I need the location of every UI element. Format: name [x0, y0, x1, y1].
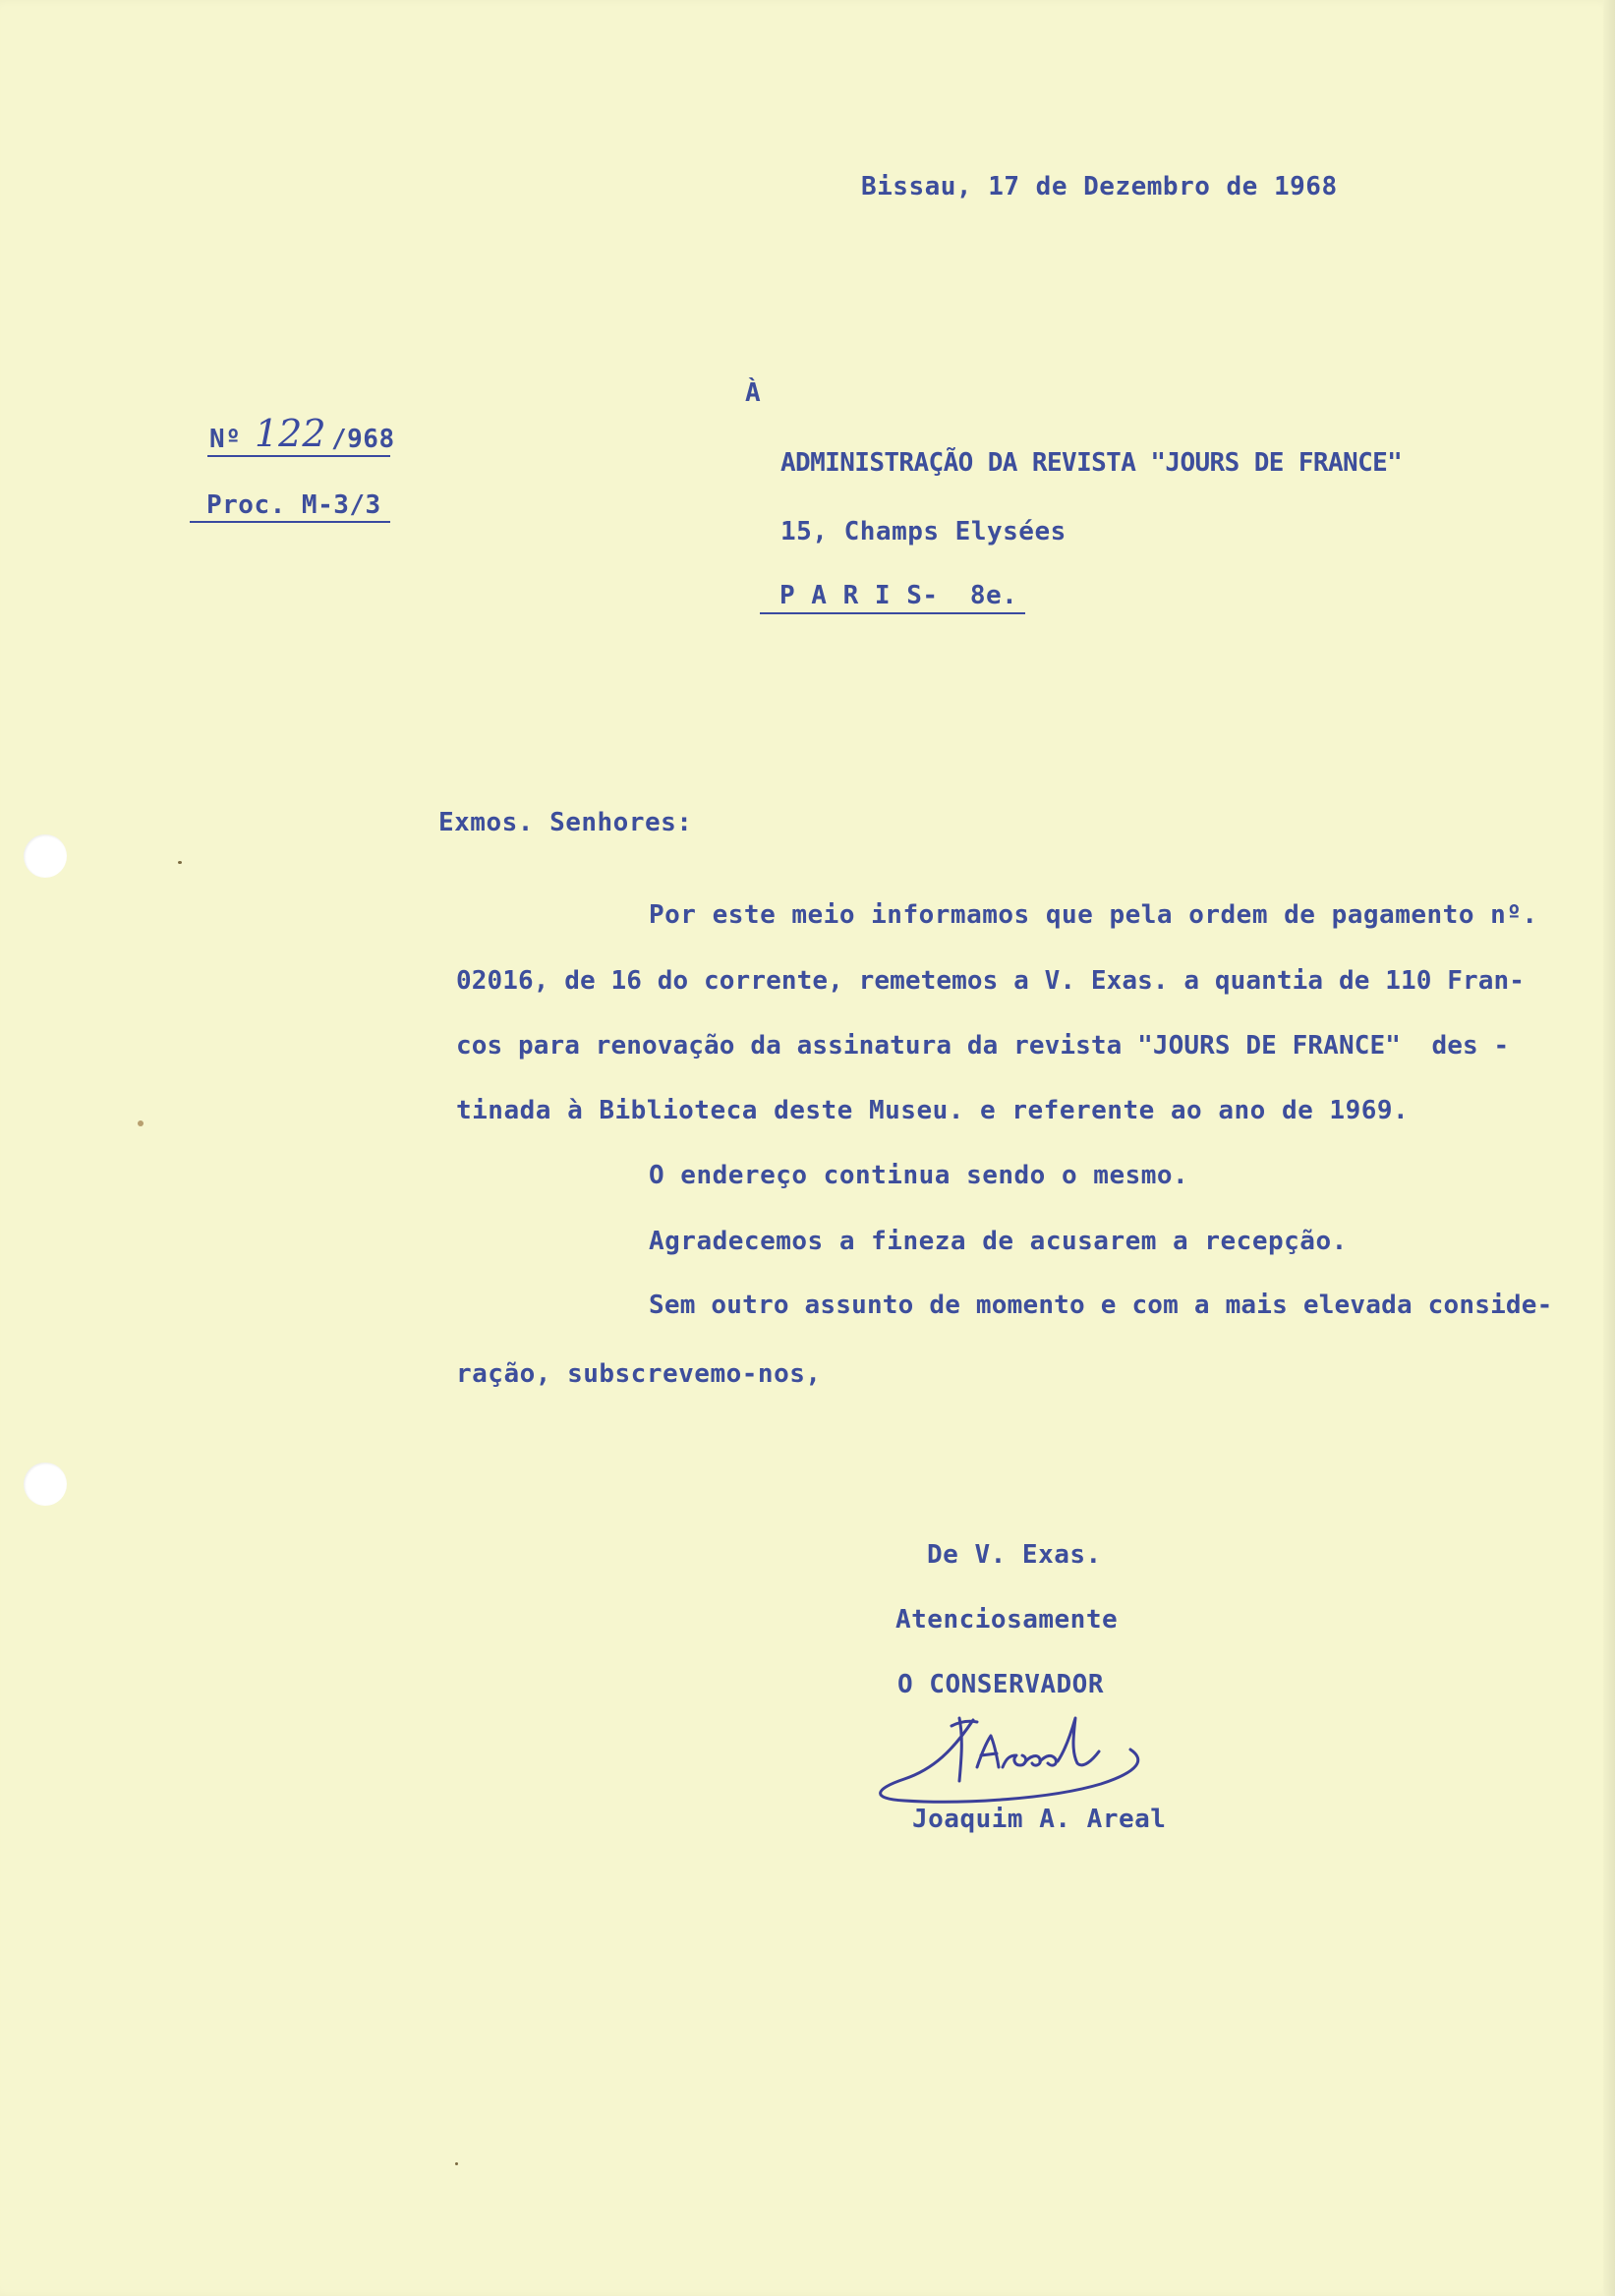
greeting: Exmos. Senhores: — [438, 808, 693, 837]
body-line-3: cos para renovação da assinatura da revista "JOURS DE FRANCE" des - — [456, 1031, 1510, 1061]
paper-speck — [455, 2162, 458, 2165]
body-line-6: Agradecemos a fineza de acusarem a recepção. — [649, 1227, 1348, 1256]
closing-line-2: Atenciosamente — [895, 1605, 1119, 1635]
reference-number — [209, 412, 395, 460]
recipient-street: 15, Champs Elysées — [780, 517, 1067, 546]
paper-speck — [138, 1120, 144, 1126]
recipient-city-underline — [760, 612, 1025, 614]
body-line-4: tinada à Biblioteca deste Museu. e referente ao ano de 1969. — [456, 1096, 1410, 1125]
body-line-1: Por este meio informamos que pela ordem de pagamento nº. — [649, 900, 1538, 930]
date-line: Bissau, 17 de Dezembro de 1968 — [861, 172, 1338, 201]
punch-hole-top — [24, 834, 67, 878]
body-line-8: ração, subscrevemo-nos, — [456, 1359, 822, 1389]
recipient-to: À — [745, 378, 762, 408]
body-line-7: Sem outro assunto de momento e com a mais elevada conside- — [649, 1291, 1553, 1320]
signature — [865, 1691, 1160, 1808]
recipient-city: P A R I S- 8e. — [779, 581, 1018, 610]
paper-speck — [178, 861, 182, 864]
body-line-2: 02016, de 16 do corrente, remetemos a V. Exas. a quantia de 110 Fran- — [456, 966, 1525, 996]
closing-title: O CONSERVADOR — [897, 1670, 1104, 1699]
reference-number-handwritten: 122 — [255, 412, 326, 455]
reference-number-underline — [207, 455, 390, 457]
recipient-name: ADMINISTRAÇÃO DA REVISTA "JOURS DE FRANCE" — [780, 448, 1403, 478]
reference-number-prefix: Nº — [209, 425, 242, 454]
paper-edge — [1603, 0, 1615, 2296]
reference-number-suffix: /968 — [331, 425, 395, 454]
body-line-5: O endereço continua sendo o mesmo. — [649, 1161, 1189, 1190]
process-reference: Proc. M-3/3 — [206, 490, 381, 520]
closing-line-1: De V. Exas. — [927, 1540, 1102, 1570]
punch-hole-bottom — [24, 1463, 67, 1506]
signatory-name: Joaquim A. Areal — [912, 1805, 1167, 1834]
process-underline — [190, 521, 390, 523]
